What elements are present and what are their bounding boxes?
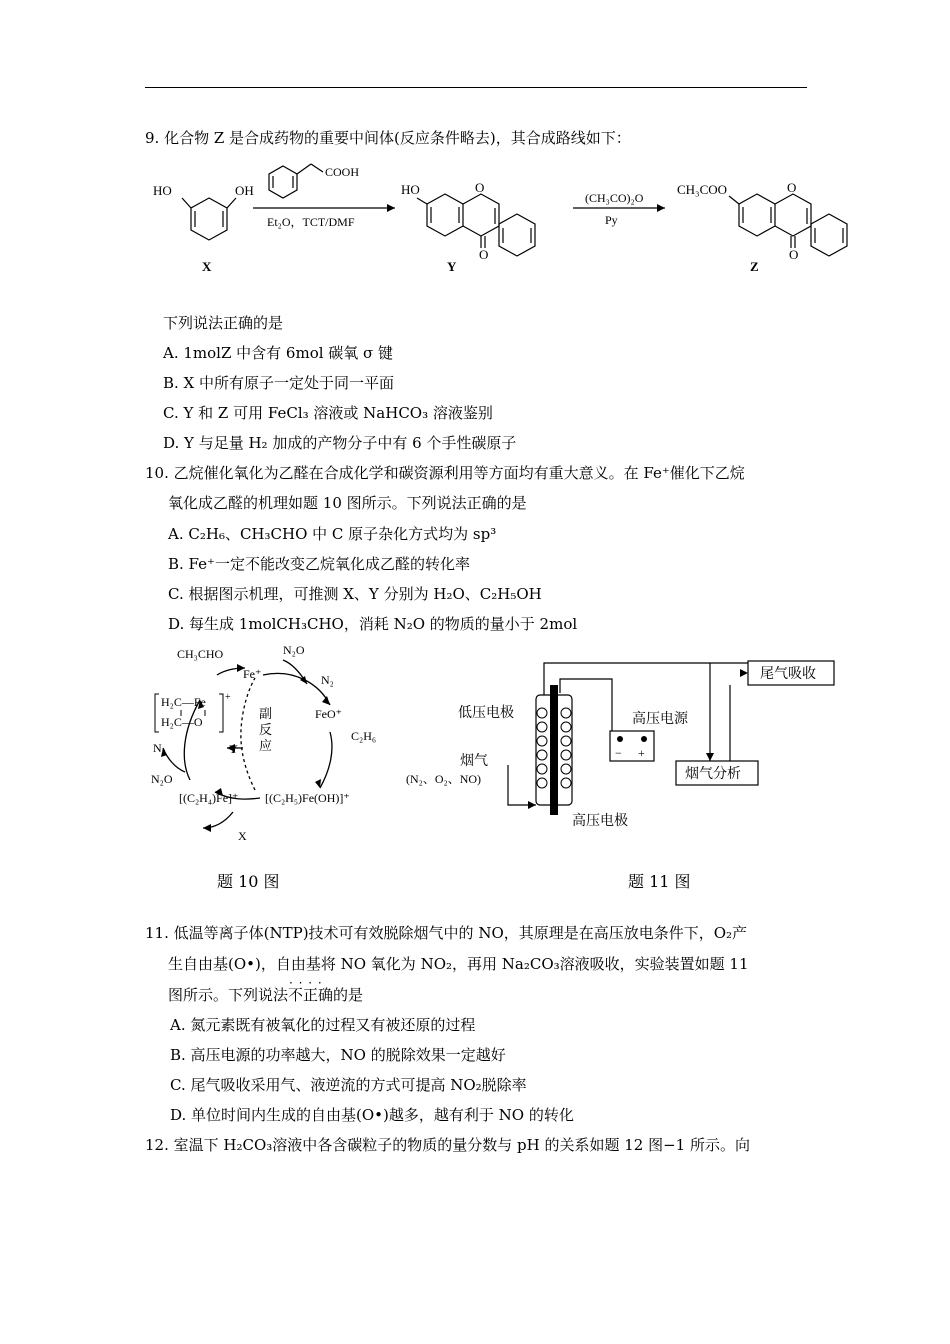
n2-top-label: N₂ bbox=[321, 673, 334, 687]
q12-stem-line1: 12. 室温下 H₂CO₃溶液中各含碳粒子的物质的量分数与 pH 的关系如题 12 图−1 所示。向 bbox=[145, 1136, 750, 1154]
q9-synthesis-scheme bbox=[145, 158, 870, 278]
q11-emphasis: · · · · 不正确 bbox=[288, 986, 333, 1004]
q10-option-a[interactable]: A. C₂H₆、CH₃CHO 中 C 原子杂化方式均为 sp³ bbox=[168, 525, 497, 543]
y-ring-o: O bbox=[475, 180, 485, 195]
figure-10-mechanism bbox=[145, 640, 405, 845]
q11-stem-post: 的是 bbox=[333, 986, 364, 1004]
z-label: Z bbox=[750, 259, 759, 274]
compound-y bbox=[417, 194, 535, 256]
q11-stem-pre: 图所示。下列说法 bbox=[168, 986, 289, 1004]
low-voltage-electrode-label: 低压电极 bbox=[458, 706, 514, 721]
q11-stem-line1: 11. 低温等离子体(NTP)技术可有效脱除烟气中的 NO，其原理是在高压放电条件下，O₂产 bbox=[145, 924, 748, 942]
ch3cho-label: CH₃CHO bbox=[177, 647, 224, 661]
c2h6-label: C₂H₆ bbox=[351, 729, 377, 743]
plus-terminal: + bbox=[638, 746, 645, 760]
q10-option-b[interactable]: B. Fe⁺一定不能改变乙烷氧化成乙醛的转化率 bbox=[168, 555, 470, 573]
minus-terminal: − bbox=[615, 746, 622, 760]
q11-option-d[interactable]: D. 单位时间内生成的自由基(O•)越多，越有利于 NO 的转化 bbox=[170, 1106, 574, 1124]
q10-option-c[interactable]: C. 根据图示机理，可推测 X、Y 分别为 H₂O、C₂H₅OH bbox=[168, 585, 542, 603]
x-label: X bbox=[202, 259, 212, 274]
complex-charge: + bbox=[225, 692, 231, 703]
figure-11-caption: 题 11 图 bbox=[628, 872, 691, 891]
side-reaction-2: 反 bbox=[259, 722, 273, 737]
flue-gas-analysis-label: 烟气分析 bbox=[685, 767, 741, 782]
feo-plus-label: FeO⁺ bbox=[315, 707, 342, 721]
x-ho-label: HO bbox=[153, 183, 172, 198]
y-product-label: Y bbox=[229, 742, 238, 756]
c2h4fe-label: [(C₂H₄)Fe]⁺ bbox=[179, 791, 239, 805]
side-reaction-label bbox=[259, 706, 272, 753]
q9-option-a[interactable]: A. 1molZ 中含有 6mol 碳氧 σ 键 bbox=[163, 344, 394, 362]
complex-top: H₂C—Fe bbox=[161, 695, 206, 709]
fe-plus-label: Fe⁺ bbox=[243, 667, 262, 681]
high-voltage-rod bbox=[550, 685, 558, 815]
q9-prompt: 下列说法正确的是 bbox=[163, 314, 284, 332]
z-keto-o: O bbox=[789, 247, 799, 262]
x-product-label: X bbox=[238, 829, 247, 843]
inlet-pipe bbox=[508, 765, 536, 805]
q11-stem-line2: 生自由基(O•)，自由基将 NO 氧化为 NO₂，再用 Na₂CO₃溶液吸收，实验装置如题 11 bbox=[168, 955, 749, 973]
x-out-arrow bbox=[203, 812, 233, 828]
q11-stem-line3 bbox=[168, 985, 363, 1005]
compound-z bbox=[729, 194, 847, 256]
arc-feo-to-c2h5 bbox=[320, 732, 332, 788]
arc-fe-to-feo bbox=[263, 673, 330, 705]
reagent2-top: (CH₃CO)₂O bbox=[585, 191, 644, 205]
y-ho-label: HO bbox=[401, 182, 420, 197]
n2-left-label: N₂ bbox=[153, 741, 166, 755]
q9-option-b[interactable]: B. X 中所有原子一定处于同一平面 bbox=[163, 374, 395, 392]
exhaust-absorb-label: 尾气吸收 bbox=[760, 667, 816, 682]
flue-gas-label: 烟气 bbox=[460, 754, 488, 769]
phenylacetic-acid bbox=[269, 164, 323, 198]
complex-bottom: H₂C—O bbox=[161, 715, 203, 729]
reagent2-bottom: Py bbox=[605, 213, 618, 227]
high-voltage-source-label: 高压电源 bbox=[632, 712, 688, 727]
y-keto-o: O bbox=[479, 247, 489, 262]
wire-to-source bbox=[560, 679, 612, 731]
c2h5feoh-label: [(C₂H₅)Fe(OH)]⁺ bbox=[265, 791, 350, 805]
n2o-top-label: N₂O bbox=[283, 643, 305, 657]
q10-stem-line1: 10. 乙烷催化氧化为乙醛在合成化学和碳资源利用等方面均有重大意义。在 Fe⁺催化下乙烷 bbox=[145, 464, 745, 482]
figure-10-caption: 题 10 图 bbox=[217, 872, 280, 891]
cooh-label: COOH bbox=[325, 165, 360, 179]
x-oh-label: OH bbox=[235, 183, 254, 198]
q10-option-d[interactable]: D. 每生成 1molCH₃CHO，消耗 N₂O 的物质的量小于 2mol bbox=[168, 615, 578, 633]
q11-option-c[interactable]: C. 尾气吸收采用气、液逆流的方式可提高 NO₂脱除率 bbox=[170, 1076, 527, 1094]
side-reaction-1: 副 bbox=[259, 706, 273, 721]
figure-11-apparatus bbox=[400, 655, 850, 845]
compound-x bbox=[182, 198, 236, 240]
q9-option-d[interactable]: D. Y 与足量 H₂ 加成的产物分子中有 6 个手性碳原子 bbox=[163, 434, 517, 452]
q10-stem-line2: 氧化成乙醛的机理如题 10 图所示。下列说法正确的是 bbox=[168, 494, 527, 512]
dashed-side-arc bbox=[241, 678, 255, 790]
q9-option-c[interactable]: C. Y 和 Z 可用 FeCl₃ 溶液或 NaHCO₃ 溶液鉴别 bbox=[163, 404, 493, 422]
n2o-left-in bbox=[163, 748, 185, 772]
arc-c2h4-to-complex bbox=[184, 700, 200, 780]
y-label: Y bbox=[447, 259, 457, 274]
q9-stem: 9. 化合物 Z 是合成药物的重要中间体(反应条件略去)，其合成路线如下： bbox=[145, 129, 631, 147]
q11-option-a[interactable]: A. 氮元素既有被氧化的过程又有被还原的过程 bbox=[170, 1016, 476, 1034]
high-voltage-electrode-label: 高压电极 bbox=[572, 814, 628, 829]
z-ring-o: O bbox=[787, 180, 797, 195]
q11-option-b[interactable]: B. 高压电源的功率越大，NO 的脱除效果一定越好 bbox=[170, 1046, 506, 1064]
z-sub-label: CH₃COO bbox=[677, 182, 728, 197]
header-rule bbox=[145, 87, 807, 88]
flue-gas-composition: (N₂、O₂、NO) bbox=[406, 772, 482, 786]
reagent1-conditions: Et₂O，TCT/DMF bbox=[267, 215, 355, 229]
n2o-left-label: N₂O bbox=[151, 772, 173, 786]
side-reaction-3: 应 bbox=[259, 738, 273, 753]
